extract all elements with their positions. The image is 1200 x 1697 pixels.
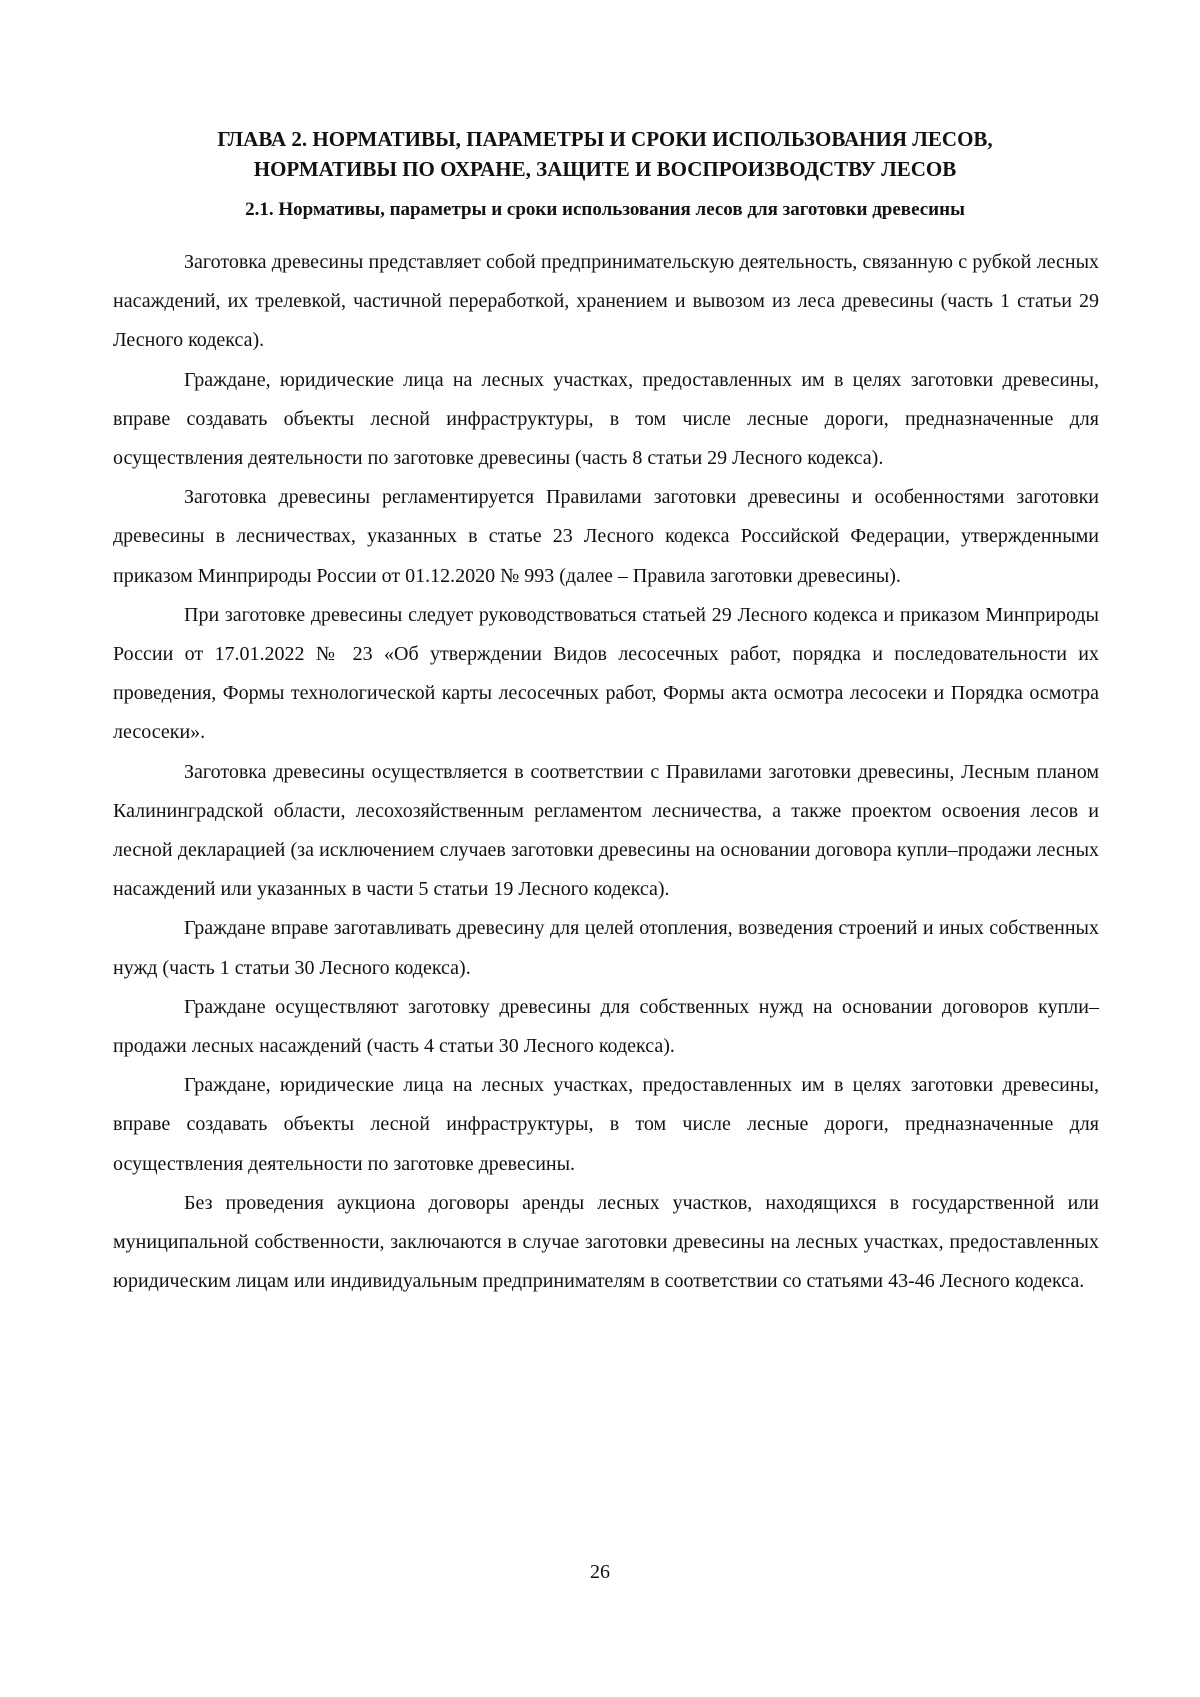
page-number: 26: [590, 1561, 610, 1583]
paragraph-7: Граждане осуществляют заготовку древесины для собственных нужд на основании договоров купли–продажи лесных насаждений (часть 4 статьи 30 Лесного кодекса).: [113, 995, 1099, 1058]
paragraph-3: Заготовка древесины регламентируется Правилами заготовки древесины и особенностями заготовки древесины в лесничествах, указанных в статье 23 Лесного кодекса Российской Федерации, утвержденными приказом Минприроды России от 01.12.2020 № 993 (далее – Правила заготовки древесины).: [113, 486, 1099, 587]
paragraph-5: Заготовка древесины осуществляется в соответствии с Правилами заготовки древесины, Лесным планом Калининградской области, лесохозяйственным регламентом лесничества, а также проектом освоения лесов и лесной декларацией (за исключением случаев заготовки древесины на основании договора купли–продажи лесных насаждений или указанных в части 5 статьи 19 Лесного кодекса).: [113, 760, 1099, 901]
chapter-title: [110, 124, 1100, 184]
section-title: 2.1. Нормативы, параметры и сроки использования лесов для заготовки древесины: [245, 199, 965, 220]
paragraph-8: Граждане, юридические лица на лесных участках, предоставленных им в целях заготовки древесины, вправе создавать объекты лесной инфраструктуры, в том числе лесные дороги, предназначенные для осуществления деятельности по заготовке древесины.: [113, 1074, 1099, 1175]
paragraph-9: Без проведения аукциона договоры аренды лесных участков, находящихся в государственной или муниципальной собственности, заключаются в случае заготовки древесины на лесных участках, предоставленных юридическим лицам или индивидуальным предпринимателям в соответствии со статьями 43-46 Лесного кодекса.: [113, 1191, 1099, 1293]
paragraph-2: Граждане, юридические лица на лесных участках, предоставленных им в целях заготовки древесины, вправе создавать объекты лесной инфраструктуры, в том числе лесные дороги, предназначенные для осуществления деятельности по заготовке древесины (часть 8 статьи 29 Лесного кодекса).: [113, 368, 1099, 470]
paragraph-1: Заготовка древесины представляет собой предпринимательскую деятельность, связанную с рубкой лесных насаждений, их трелевкой, частичной переработкой, хранением и вывозом из леса древесины (часть 1 статьи 29 Лесного кодекса).: [113, 251, 1099, 352]
chapter-title-line-1: ГЛАВА 2. НОРМАТИВЫ, ПАРАМЕТРЫ И СРОКИ ИСПОЛЬЗОВАНИЯ ЛЕСОВ,: [217, 127, 993, 151]
body-text: [113, 243, 1099, 1301]
paragraph-6: Граждане вправе заготавливать древесину для целей отопления, возведения строений и иных собственных нужд (часть 1 статьи 30 Лесного кодекса).: [113, 917, 1099, 979]
paragraph-4: При заготовке древесины следует руководствоваться статьей 29 Лесного кодекса и приказом Минприроды России от 17.01.2022 № 23 «Об утверждении Видов лесосечных работ, порядка и последовательности их проведения, Формы технологической карты лесосечных работ, Формы акта осмотра лесосеки и Порядка осмотра лесосеки».: [113, 603, 1099, 744]
chapter-title-line-2: НОРМАТИВЫ ПО ОХРАНЕ, ЗАЩИТЕ И ВОСПРОИЗВОДСТВУ ЛЕСОВ: [253, 157, 957, 181]
